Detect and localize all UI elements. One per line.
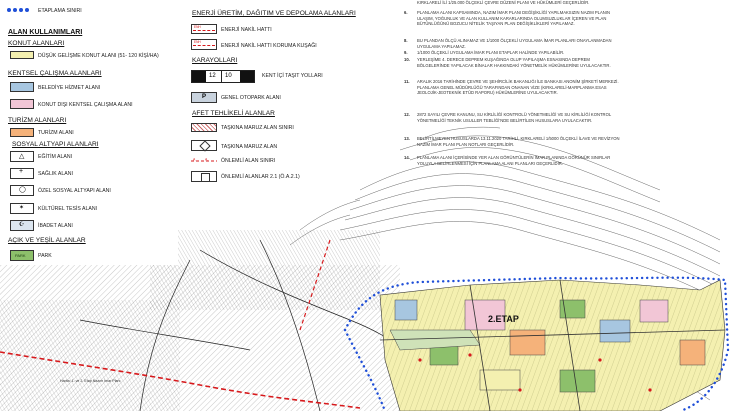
plan-notes (397, 0, 730, 180)
legend-saglik: SAĞLIK ALANI (38, 171, 73, 177)
legend-land-use (0, 0, 178, 265)
star-icon: ✶ (19, 205, 25, 211)
swatch-saglik (10, 168, 34, 179)
note-item: KIRKLARELİ İLİ 1/25.000 ÖLÇEKLİ ÇEVRE DÜZENİ PLANI VE HÜKÜMLERİ GEÇERLİDİR. (417, 0, 590, 5)
note-item: 6. PLANLAMA ALANI KAPSAMINDA, NAZIM İMAR PLANI DEĞİŞİKLİĞİ YAPILMAKSIZIN NAZIM PLANIN ULAŞIM, YOĞUNLUK VE ALAN KULLANIM KARARLARINDA OLUMSUZLUKLAR İÇEREN VE PLAN BÜTÜNLÜĞÜNÜ BOZUCU NİTELİK TAŞIYAN PLAN DEĞİŞİKLİKLERİ YAPILAMAZ. (404, 10, 610, 27)
map-caption: Harita: 1. ve 2. Etap Nazım İmar Planı (60, 379, 121, 383)
onlemli-sinir-symbol (191, 157, 217, 165)
swatch-turizm (10, 128, 34, 137)
road-symbol (191, 70, 255, 83)
legend-otopark: GENEL OTOPARK ALANI (221, 95, 281, 101)
road-block-right (240, 71, 254, 82)
legend-title: ALAN KULLANIMLARI (8, 29, 83, 36)
legend-enerji-head: ENERJİ ÜRETİM, DAĞITIM VE DEPOLAMA ALANLARI (192, 10, 356, 17)
legend-afet-head: AFET TEHLİKELİ ALANLAR (192, 110, 275, 117)
circle-icon: ◯ (19, 187, 26, 193)
legend-onlemli-sinir: ÖNLEMLİ ALAN SINIRI (221, 158, 276, 164)
legend-turizm: TURİZM ALANI (38, 130, 74, 136)
legend-egitim: EĞİTİM ALANI (38, 154, 73, 160)
swatch-konut (10, 51, 34, 59)
swatch-ibadet (10, 220, 34, 231)
legend-karayollari-head: KARAYOLLARI (192, 57, 238, 64)
legend-kulturel: KÜLTÜREL TESİS ALANI (38, 206, 98, 212)
swatch-otopark (191, 92, 217, 103)
road-width-b: 10 (225, 73, 232, 79)
note-item: 11. ARALIK 2016 TARİHİNDE ÇEVRE VE ŞEHİRCİLİK BAKANLIĞI İLE BANKASI ANONİM ŞİRKETİ MERKEZİ. PLANLAMA GENEL MÜDÜRLÜĞÜ TARAFINDAN ONANAN VİZE (KIRKLARELİ-MARPLANMA ESAS JEOLOJİK-JEOTEKNİK ETÜD RAPORU) HÜKÜMLERİNE UYULACAKTIR. (404, 79, 619, 96)
swatch-ozel-sosyal (10, 185, 34, 196)
legend-enh-koruma: ENERJİ NAKİL HATTI KORUMA KUŞAĞI (221, 43, 317, 49)
swatch-egitim (10, 151, 34, 162)
note-item: 8. BU PLANDAN ÖLÇÜ ALINAMAZ VE 1/1000 ÖLÇEKLİ UYGULAMA İMAR PLANLARI ONAYLANMADAN UYGULAMA YAPILAMAZ. (404, 38, 612, 49)
note-item: 14. PLANLAMA ALANI İÇERİSİNDE YER ALAN GÖRÜNTÜLERİN İMAR PLANINDA GÖRÜNÜR SINIRLAR YOLUYLA BELİRLENMESİ İÇİN PLANLAMA ALANI PLANLARI GEÇERLİDİR. (404, 155, 611, 166)
legend-infrastructure (183, 0, 356, 190)
mosque-icon: ☪ (19, 222, 25, 228)
enh-line-1 (193, 30, 215, 31)
swatch-park (10, 250, 34, 261)
triangle-icon: △ (19, 153, 25, 160)
legend-onlemli-alan: ÖNLEMLİ ALANLAR 2.1 (Ö.A.2.1) (221, 174, 300, 180)
svg-text:A: A (205, 157, 208, 162)
road-divider (221, 71, 222, 82)
note-item: 9. 1/1000 ÖLÇEKLİ UYGULAMA İMAR PLANI ETAPLAR HALİNDE YAPILABİLİR. (404, 50, 565, 55)
swatch-konut-disi (10, 99, 34, 109)
swatch-tasikma-sinir (191, 123, 217, 132)
note-item: 13. BELİRTİLMEYEN HUSUSLARDA 13.11.2020 TARİHLİ, KIRKLARELİ 1/5000 ÖLÇEKLİ İLAVE VE REVİZYON NAZIM İMAR PLANI PLAN NOTLARI GEÇERLİDİR. (404, 136, 620, 147)
park-code: PARK (15, 253, 26, 258)
legend-tasikma-sinir: TAŞKINA MARUZ ALAN SINIRI (221, 125, 294, 131)
swatch-kulturel (10, 203, 34, 214)
legend-etaplama: ETAPLAMA SINIRI (38, 8, 82, 14)
swatch-enh-hatti (191, 24, 217, 34)
legend-kentsel-head: KENTSEL ÇALIŞMA ALANLARI (8, 70, 102, 77)
legend-tasikma-alan: TAŞKINA MARUZ ALAN (221, 144, 278, 150)
planning-zones[interactable] (380, 280, 725, 411)
enh-code-1: ENH (194, 25, 201, 29)
diamond-icon (199, 140, 210, 151)
legend-enh-hatti: ENERJİ NAKİL HATTI (221, 27, 272, 33)
legend-park: PARK (38, 253, 52, 259)
legend-belediye: BELEDİYE HİZMET ALANI (38, 85, 101, 91)
legend-turizm-head: TURİZM ALANLARI (8, 117, 67, 124)
legend-ozel-sosyal: ÖZEL SOSYAL ALTYAPI ALANI (38, 188, 111, 194)
legend-konut-head: KONUT ALANLARI (8, 40, 65, 47)
enh-code-2: ENH (194, 40, 201, 44)
legend-konut: DÜŞÜK GELİŞME KONUT ALANI (51- 120 KİŞİ/HA) (38, 53, 159, 59)
svg-text:A: A (193, 157, 196, 162)
note-item: 10. YERLEŞİME 4. DERECE DEPREM KUŞAĞINDA OLUP YAPILAŞMA ESNASINDA DEPREM BÖLGELERİNDE YAPILACAK BİNALAR HAKKINDAKİ YÖNETMELİK HÜKÜMLERİNE UYULACAKTIR. (404, 57, 611, 68)
road-block-left (192, 71, 206, 82)
swatch-tasikma-alan (191, 140, 217, 151)
legend-acik-head: AÇIK VE YEŞİL ALANLAR (8, 237, 86, 244)
swatch-belediye (10, 82, 34, 92)
swatch-onlemli-alan (191, 171, 217, 182)
etap-label[interactable]: 2.ETAP (488, 314, 519, 324)
legend-sosyal-head: SOSYAL ALTYAPI ALANLARI (12, 141, 99, 148)
square-icon (201, 173, 210, 182)
swatch-enh-koruma (191, 39, 217, 50)
legend-konut-disi: KONUT DIŞI KENTSEL ÇALIŞMA ALANI (38, 102, 133, 108)
enh-line-2 (193, 45, 215, 46)
cross-icon: + (19, 168, 24, 175)
legend-kent-ici: KENT İÇİ TAŞIT YOLLARI (262, 73, 323, 79)
note-item: 12. 2872 SAYILI ÇEVRE KANUNU, SU KİRLİLİĞİ KONTROLÜ YÖNETMELİĞİ VE SU KİRLİLİĞİ KONTROL YÖNETMELİĞİ TEKNİK USULLER TEBLİĞİ'NDE BELİRTİLEN HUSUSLARA UYULACAKTIR. (404, 112, 611, 123)
legend-ibadet: İBADET ALANI (38, 223, 73, 229)
otopark-code: P (202, 94, 207, 100)
etap-boundary-symbol (6, 7, 30, 13)
road-width-a: 12 (209, 73, 216, 79)
